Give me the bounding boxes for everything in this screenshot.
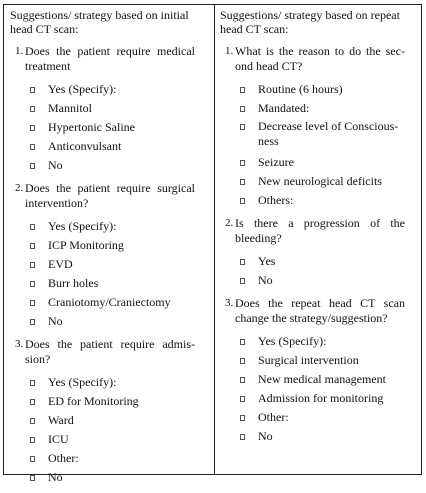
option-label: Routine (6 hours) <box>258 82 343 96</box>
question-block <box>8 44 208 175</box>
option-label: No <box>48 158 63 172</box>
question-number: 1. <box>225 45 234 57</box>
checkbox-icon[interactable] <box>240 124 245 130</box>
option-ed-monitoring[interactable] <box>30 392 208 411</box>
option-yes[interactable] <box>240 252 418 271</box>
question-block <box>8 181 208 331</box>
question-number: 2. <box>15 182 24 194</box>
option-yes[interactable] <box>30 80 208 99</box>
checkbox-icon[interactable] <box>30 281 35 287</box>
option-yes[interactable] <box>30 373 208 392</box>
checkbox-icon[interactable] <box>240 434 245 440</box>
option-label: ICP Monitoring <box>48 238 124 252</box>
checkbox-icon[interactable] <box>30 418 35 424</box>
question <box>225 296 405 326</box>
checkbox-icon[interactable] <box>240 259 245 265</box>
option-hypertonic-saline[interactable] <box>30 118 208 137</box>
option-evd[interactable] <box>30 255 208 274</box>
option-no[interactable] <box>30 468 208 487</box>
option-label: Decrease level of Conscious- ness <box>258 119 399 148</box>
option-others[interactable] <box>240 191 418 210</box>
option-yes[interactable] <box>30 217 208 236</box>
initial-ct-column <box>8 8 208 493</box>
option-label: Admission for monitoring <box>258 391 384 405</box>
option-list <box>8 217 208 331</box>
question-number: 2. <box>225 217 234 229</box>
option-label: EVD <box>48 257 73 271</box>
question-block <box>218 296 418 446</box>
checkbox-icon[interactable] <box>240 198 245 204</box>
question-text: Does the repeat head CT scan change the strategy/suggestion? <box>235 296 405 325</box>
checkbox-icon[interactable] <box>30 475 35 481</box>
option-list <box>8 80 208 175</box>
option-label: Mannitol <box>48 101 92 115</box>
checkbox-icon[interactable] <box>30 163 35 169</box>
checkbox-icon[interactable] <box>30 380 35 386</box>
question-number: 1. <box>15 45 24 57</box>
option-label: Mandated: <box>258 101 310 115</box>
option-icu[interactable] <box>30 430 208 449</box>
option-other[interactable] <box>30 449 208 468</box>
option-surgical-intervention[interactable] <box>240 351 418 370</box>
checkbox-icon[interactable] <box>240 160 245 166</box>
question-block <box>218 216 418 290</box>
question <box>225 44 405 74</box>
checkbox-icon[interactable] <box>240 87 245 93</box>
option-craniotomy[interactable] <box>30 293 208 312</box>
strategy-table <box>3 4 422 484</box>
option-label: New medical management <box>258 372 386 386</box>
column-divider <box>214 5 215 474</box>
initial-ct-header: Suggestions/ strategy based on initial head CT scan: <box>10 8 189 36</box>
checkbox-icon[interactable] <box>240 339 245 345</box>
question-block <box>218 44 418 210</box>
option-label: No <box>258 429 273 443</box>
question <box>225 216 405 246</box>
checkbox-icon[interactable] <box>30 456 35 462</box>
checkbox-icon[interactable] <box>30 243 35 249</box>
option-ward[interactable] <box>30 411 208 430</box>
option-list <box>218 80 418 210</box>
question <box>15 181 195 211</box>
option-label: No <box>258 273 273 287</box>
option-list <box>218 252 418 290</box>
option-admission-monitoring[interactable] <box>240 389 418 408</box>
option-label: Yes (Specify): <box>48 219 117 233</box>
question-text: Does the patient require admis- sion? <box>25 337 195 366</box>
option-label: Other: <box>258 410 289 424</box>
option-burr-holes[interactable] <box>30 274 208 293</box>
checkbox-icon[interactable] <box>240 106 245 112</box>
question <box>15 44 195 74</box>
option-label: Anticonvulsant <box>48 139 122 153</box>
option-seizure[interactable] <box>240 153 418 172</box>
option-routine[interactable] <box>240 80 418 99</box>
option-label: Yes (Specify): <box>48 375 117 389</box>
checkbox-icon[interactable] <box>30 125 35 131</box>
option-label: Seizure <box>258 155 294 169</box>
option-label: Yes (Specify): <box>258 334 327 348</box>
checkbox-icon[interactable] <box>240 358 245 364</box>
option-label: Others: <box>258 193 294 207</box>
question-text: Does the patient require medical treatment <box>25 44 195 73</box>
question-block <box>8 337 208 487</box>
question-number: 3. <box>225 297 234 309</box>
option-label: Surgical intervention <box>258 353 359 367</box>
option-new-deficits[interactable] <box>240 172 418 191</box>
checkbox-icon[interactable] <box>240 377 245 383</box>
option-label: Burr holes <box>48 276 99 290</box>
question-text: Does the patient require surgical intervention? <box>25 181 195 210</box>
checkbox-icon[interactable] <box>30 144 35 150</box>
option-no[interactable] <box>240 427 418 446</box>
checkbox-icon[interactable] <box>30 106 35 112</box>
option-decrease-consciousness[interactable] <box>240 118 418 149</box>
option-label: New neurological deficits <box>258 174 382 188</box>
checkbox-icon[interactable] <box>30 319 35 325</box>
checkbox-icon[interactable] <box>30 87 35 93</box>
option-label: Hypertonic Saline <box>48 120 135 134</box>
repeat-ct-header: Suggestions/ strategy based on repeat head CT scan: <box>220 8 400 36</box>
option-mandated[interactable] <box>240 99 418 118</box>
option-no[interactable] <box>30 312 208 331</box>
option-anticonvulsant[interactable] <box>30 137 208 156</box>
option-no[interactable] <box>240 271 418 290</box>
checkbox-icon[interactable] <box>30 300 35 306</box>
checkbox-icon[interactable] <box>240 278 245 284</box>
option-mannitol[interactable] <box>30 99 208 118</box>
checkbox-icon[interactable] <box>240 415 245 421</box>
question-text: What is the reason to do the sec- ond head CT? <box>235 44 405 73</box>
repeat-ct-column <box>218 8 418 452</box>
option-label: No <box>48 470 63 484</box>
option-yes[interactable] <box>240 332 418 351</box>
option-label: Ward <box>48 413 74 427</box>
option-list <box>218 332 418 446</box>
option-label: Yes <box>258 254 276 268</box>
option-other[interactable] <box>240 408 418 427</box>
option-label: Yes (Specify): <box>48 82 117 96</box>
option-icp-monitoring[interactable] <box>30 236 208 255</box>
question-number: 3. <box>15 338 24 350</box>
option-label: Craniotomy/Craniectomy <box>48 295 171 309</box>
question-text: Is there a progression of the bleeding? <box>235 216 405 245</box>
option-label: ICU <box>48 432 69 446</box>
option-label: No <box>48 314 63 328</box>
option-list <box>8 373 208 487</box>
option-label: ED for Monitoring <box>48 394 139 408</box>
option-label: Other: <box>48 451 79 465</box>
checkbox-icon[interactable] <box>30 224 35 230</box>
question <box>15 337 195 367</box>
checkbox-icon[interactable] <box>30 437 35 443</box>
checkbox-icon[interactable] <box>240 179 245 185</box>
checkbox-icon[interactable] <box>240 396 245 402</box>
option-new-medical-management[interactable] <box>240 370 418 389</box>
option-no[interactable] <box>30 156 208 175</box>
checkbox-icon[interactable] <box>30 399 35 405</box>
checkbox-icon[interactable] <box>30 262 35 268</box>
